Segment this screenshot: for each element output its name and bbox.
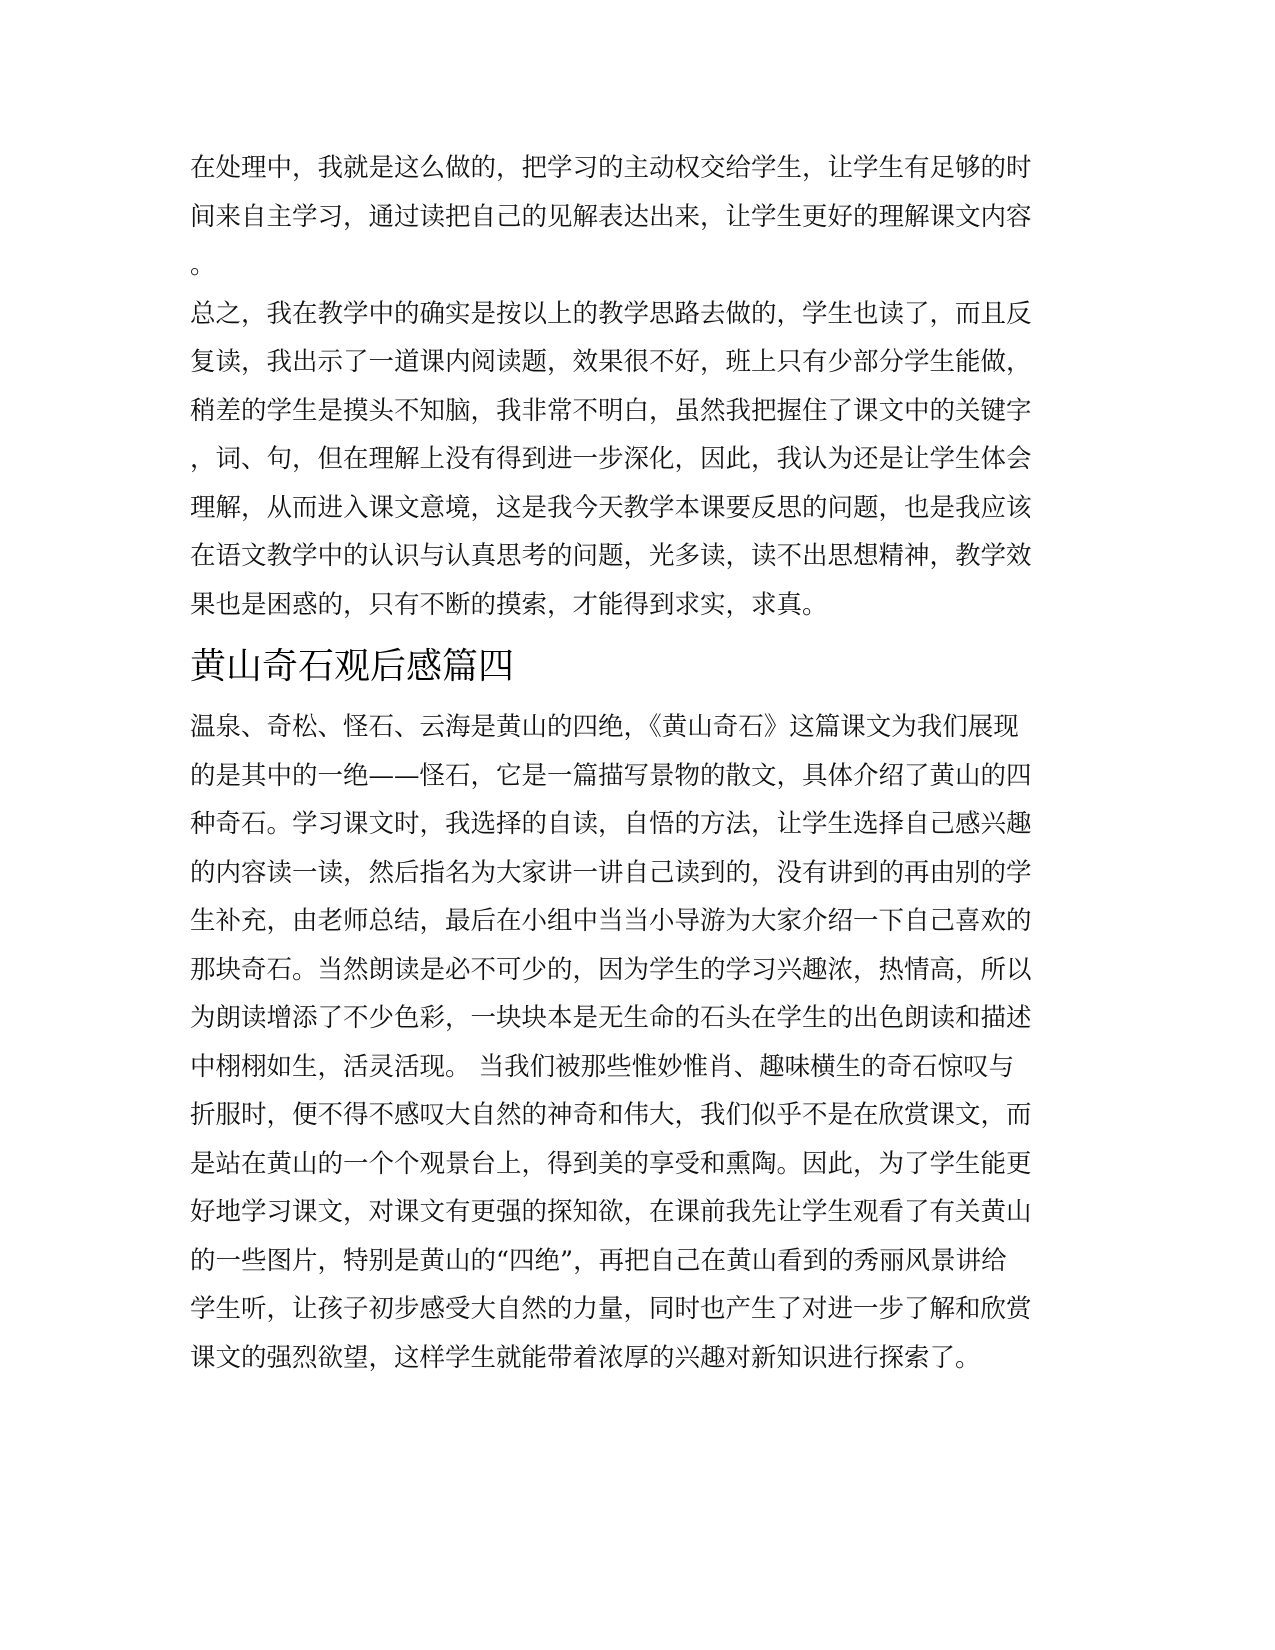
text-line: 理解，从而进入课文意境，这是我今天教学本课要反思的问题，也是我应该 <box>190 492 1032 523</box>
text-line: 那块奇石。当然朗读是必不可少的，因为学生的学习兴趣浓，热情高，所以 <box>190 954 1032 985</box>
text-line: 在处理中，我就是这么做的，把学习的主动权交给学生，让学生有足够的时 <box>190 153 1032 183</box>
text-line: 稍差的学生是摸头不知脑，我非常不明白，虽然我把握住了课文中的关键字 <box>190 395 1032 426</box>
text-line: 温泉、奇松、怪石、云海是黄山的四绝，《黄山奇石》这篇课文为我们展现 <box>190 712 1019 742</box>
text-line: 好地学习课文，对课文有更强的探知欲，在课前我先让学生观看了有关黄山 <box>190 1197 1032 1227</box>
text-line: ，词、句，但在理解上没有得到进一步深化，因此，我认为还是让学生体会 <box>190 444 1032 474</box>
paragraph-3 <box>190 703 1085 1382</box>
paragraph-2 <box>190 290 1085 630</box>
section-heading: 黄山奇石观后感篇四 <box>190 646 515 687</box>
text-line: 在语文教学中的认识与认真思考的问题，光多读，读不出思想精神，教学效 <box>190 541 1032 571</box>
text-line: 中栩栩如生，活灵活现。 当我们被那些惟妙惟肖、趣味横生的奇石惊叹与 <box>190 1051 1015 1082</box>
text-line: 复读，我出示了一道课内阅读题，效果很不好，班上只有少部分学生能做， <box>190 347 1032 377</box>
text-line: 间来自主学习，通过读把自己的见解表达出来，让学生更好的理解课文内容 <box>190 201 1032 232</box>
text-line: 折服时，便不得不感叹大自然的神奇和伟大，我们似乎不是在欣赏课文，而 <box>190 1100 1032 1130</box>
text-line: 的是其中的一绝——怪石，它是一篇描写景物的散文，具体介绍了黄山的四 <box>190 760 1032 791</box>
text-line: 种奇石。学习课文时，我选择的自读，自悟的方法，让学生选择自己感兴趣 <box>190 809 1032 839</box>
text-line: 总之，我在教学中的确实是按以上的教学思路去做的，学生也读了，而且反 <box>190 298 1032 329</box>
text-line: 生补充，由老师总结，最后在小组中当当小导游为大家介绍一下自己喜欢的 <box>190 906 1032 936</box>
text-line: 学生听，让孩子初步感受大自然的力量，同时也产生了对进一步了解和欣赏 <box>190 1294 1032 1324</box>
text-line: 。 <box>190 250 216 280</box>
text-line: 的内容读一读，然后指名为大家讲一讲自己读到的，没有讲到的再由别的学 <box>190 857 1032 888</box>
document-body <box>190 144 1085 1382</box>
text-line: 果也是困惑的，只有不断的摸索，才能得到求实，求真。 <box>190 589 828 620</box>
text-line: 是站在黄山的一个个观景台上，得到美的享受和熏陶。因此，为了学生能更 <box>190 1148 1032 1179</box>
text-line: 为朗读增添了不少色彩，一块块本是无生命的石头在学生的出色朗读和描述 <box>190 1003 1032 1033</box>
paragraph-1 <box>190 144 1085 290</box>
text-line: 课文的强烈欲望，这样学生就能带着浓厚的兴趣对新知识进行探索了。 <box>190 1342 981 1373</box>
text-line: 的一些图片，特别是黄山的“四绝”，再把自己在黄山看到的秀丽风景讲给 <box>190 1245 1007 1276</box>
